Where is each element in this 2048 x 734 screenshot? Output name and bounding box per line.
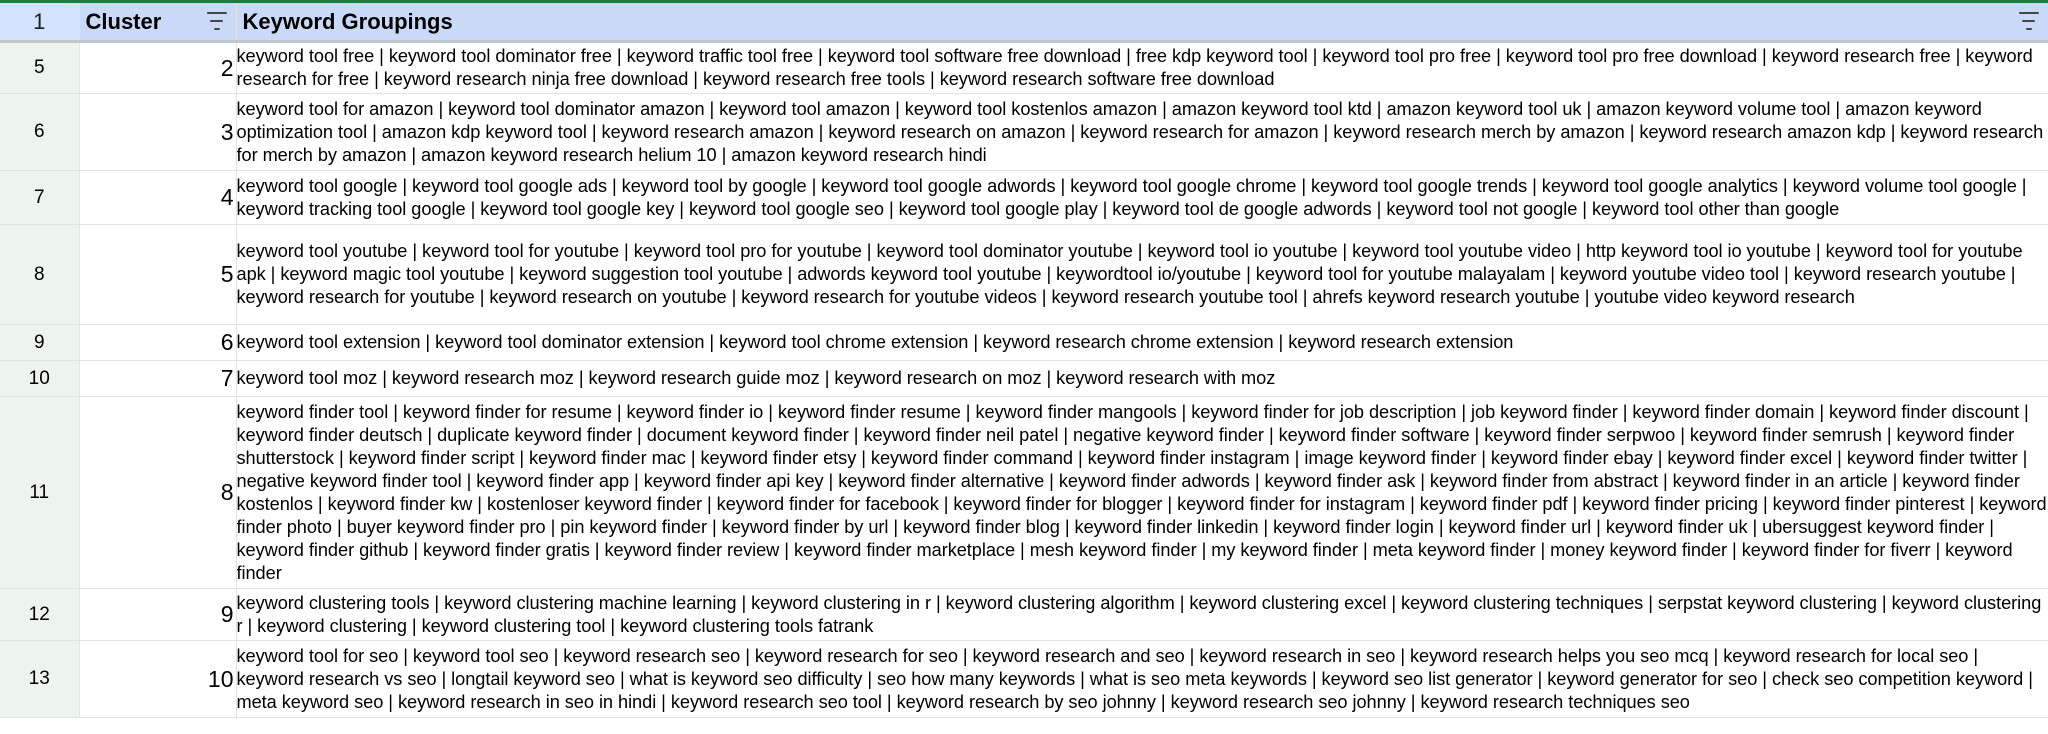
keyword-groupings-cell[interactable]: keyword tool for amazon | keyword tool dominator amazon | keyword tool amazon | keyword tool kostenlos amazon | amazon keyword tool ktd | amazon keyword tool uk | amazon keyword volume tool | amazon keyword optimization tool | amazon kdp keyword tool | keyword research amazon | keyword research on amazon | keyword research for amazon | keyword research merch by amazon | keyword research amazon kdp | keyword research for merch by amazon | amazon keyword research helium 10 | amazon keyword research hindi [236,94,2048,171]
table-row [0,361,2048,397]
cluster-value: 4 [220,184,234,210]
row-number-cell[interactable]: 6 [0,94,79,171]
row-number-cell[interactable]: 9 [0,325,79,361]
cluster-cell[interactable] [79,171,236,225]
row-number-cell[interactable]: 13 [0,641,79,718]
table-row [0,94,2048,171]
cluster-cell[interactable] [79,325,236,361]
keywords-column-header[interactable] [236,3,2048,42]
keyword-groupings-cell[interactable]: keyword tool youtube | keyword tool for youtube | keyword tool pro for youtube | keyword tool dominator youtube | keyword tool io youtube | keyword tool youtube video | http keyword tool io youtube | keyword tool for youtube apk | keyword magic tool youtube | keyword suggestion tool youtube | adwords keyword tool youtube | keywordtool io/youtube | keyword tool for youtube malayalam | keyword youtube video tool | keyword research youtube | keyword research for youtube | keyword research on youtube | keyword research for youtube videos | keyword research youtube tool | ahrefs keyword research youtube | youtube video keyword research [236,225,2048,325]
row-number-cell[interactable]: 11 [0,397,79,589]
keyword-groupings-cell[interactable]: keyword tool google | keyword tool google ads | keyword tool by google | keyword tool google adwords | keyword tool google chrome | keyword tool google trends | keyword tool google analytics | keyword volume tool google | keyword tracking tool google | keyword tool google key | keyword tool google seo | keyword tool google play | keyword tool de google adwords | keyword tool not google | keyword tool other than google [236,171,2048,225]
row-number-cell[interactable]: 12 [0,589,79,641]
keyword-groupings-cell[interactable]: keyword finder tool | keyword finder for resume | keyword finder io | keyword finder resume | keyword finder mangools | keyword finder for job description | job keyword finder | keyword finder domain | keyword finder discount | keyword finder deutsch | duplicate keyword finder | document keyword finder | keyword finder neil patel | negative keyword finder | keyword finder software | keyword finder serpwoo | keyword finder semrush | keyword finder shutterstock | keyword finder script | keyword finder mac | keyword finder etsy | keyword finder command | keyword finder instagram | image keyword finder | keyword finder ebay | keyword finder excel | keyword finder twitter | negative keyword finder tool | keyword finder app | keyword finder api key | keyword finder alternative | keyword finder adwords | keyword finder ask | keyword finder from abstract | keyword finder in an article | keyword finder kostenlos | keyword finder kw | kostenloser keyword finder | keyword finder for facebook | keyword finder for blogger | keyword finder for instagram | keyword finder pdf | keyword finder pricing | keyword finder pinterest | keyword finder photo | buyer keyword finder pro | pin keyword finder | keyword finder by url | keyword finder blog | keyword finder linkedin | keyword finder login | keyword finder url | keyword finder uk | ubersuggest keyword finder | keyword finder github | keyword finder gratis | keyword finder review | keyword finder marketplace | mesh keyword finder | my keyword finder | meta keyword finder | money keyword finder | keyword finder for fiverr | keyword finder [236,397,2048,589]
cluster-header-label: Cluster [85,8,162,34]
cluster-cell[interactable] [79,42,236,94]
cluster-value: 6 [220,329,234,355]
cluster-value: 3 [220,118,234,145]
row-number-header[interactable]: 1 [0,3,79,42]
keyword-groupings-cell[interactable]: keyword tool free | keyword tool dominator free | keyword traffic tool free | keyword tool software free download | free kdp keyword tool | keyword tool pro free | keyword tool pro free download | keyword research free | keyword research for free | keyword research ninja free download | keyword research free tools | keyword research software free download [236,42,2048,94]
cluster-cell[interactable] [79,361,236,397]
keyword-groupings-cell[interactable]: keyword tool for seo | keyword tool seo | keyword research seo | keyword research for seo | keyword research and seo | keyword research in seo | keyword research helps you seo mcq | keyword research for local seo | keyword research vs seo | longtail keyword seo | what is keyword seo difficulty | seo how many keywords | what is seo meta keywords | keyword seo list generator | keyword generator for seo | check seo competition keyword | meta keyword seo | keyword research in seo in hindi | keyword research seo tool | keyword research by seo johnny | keyword research seo johnny | keyword research techniques seo [236,641,2048,718]
row-number-cell[interactable]: 8 [0,225,79,325]
cluster-cell[interactable] [79,397,236,589]
cluster-value: 9 [220,601,234,627]
header-row [0,3,2048,42]
cluster-cell[interactable] [79,641,236,718]
cluster-value: 8 [220,479,234,505]
keyword-groupings-cell[interactable]: keyword tool extension | keyword tool dominator extension | keyword tool chrome extension | keyword research chrome extension | keyword research extension [236,325,2048,361]
cluster-value: 10 [207,665,234,692]
sheet-grid [0,3,2048,718]
filter-list-icon[interactable] [2018,12,2040,30]
grid-body [0,3,2048,718]
cluster-value: 2 [220,54,234,81]
keyword-groupings-cell[interactable]: keyword tool moz | keyword research moz | keyword research guide moz | keyword research on moz | keyword research with moz [236,361,2048,397]
cluster-cell[interactable] [79,225,236,325]
filter-list-icon[interactable] [206,12,228,30]
table-row [0,397,2048,589]
table-row [0,641,2048,718]
keywords-header-label: Keyword Groupings [242,8,453,34]
cluster-cell[interactable] [79,589,236,641]
cluster-value: 7 [220,365,234,391]
cluster-value: 5 [220,261,234,287]
keyword-groupings-cell[interactable]: keyword clustering tools | keyword clustering machine learning | keyword clustering in r | keyword clustering algorithm | keyword clustering excel | keyword clustering techniques | serpstat keyword clustering | keyword clustering r | keyword clustering | keyword clustering tool | keyword clustering tools fatrank [236,589,2048,641]
table-row [0,589,2048,641]
cluster-cell[interactable] [79,94,236,171]
row-number-cell[interactable]: 7 [0,171,79,225]
table-row [0,42,2048,94]
table-row [0,171,2048,225]
cluster-column-header[interactable] [79,3,236,42]
table-row [0,225,2048,325]
row-number-cell[interactable]: 10 [0,361,79,397]
row-number-cell[interactable]: 5 [0,42,79,94]
table-row [0,325,2048,361]
